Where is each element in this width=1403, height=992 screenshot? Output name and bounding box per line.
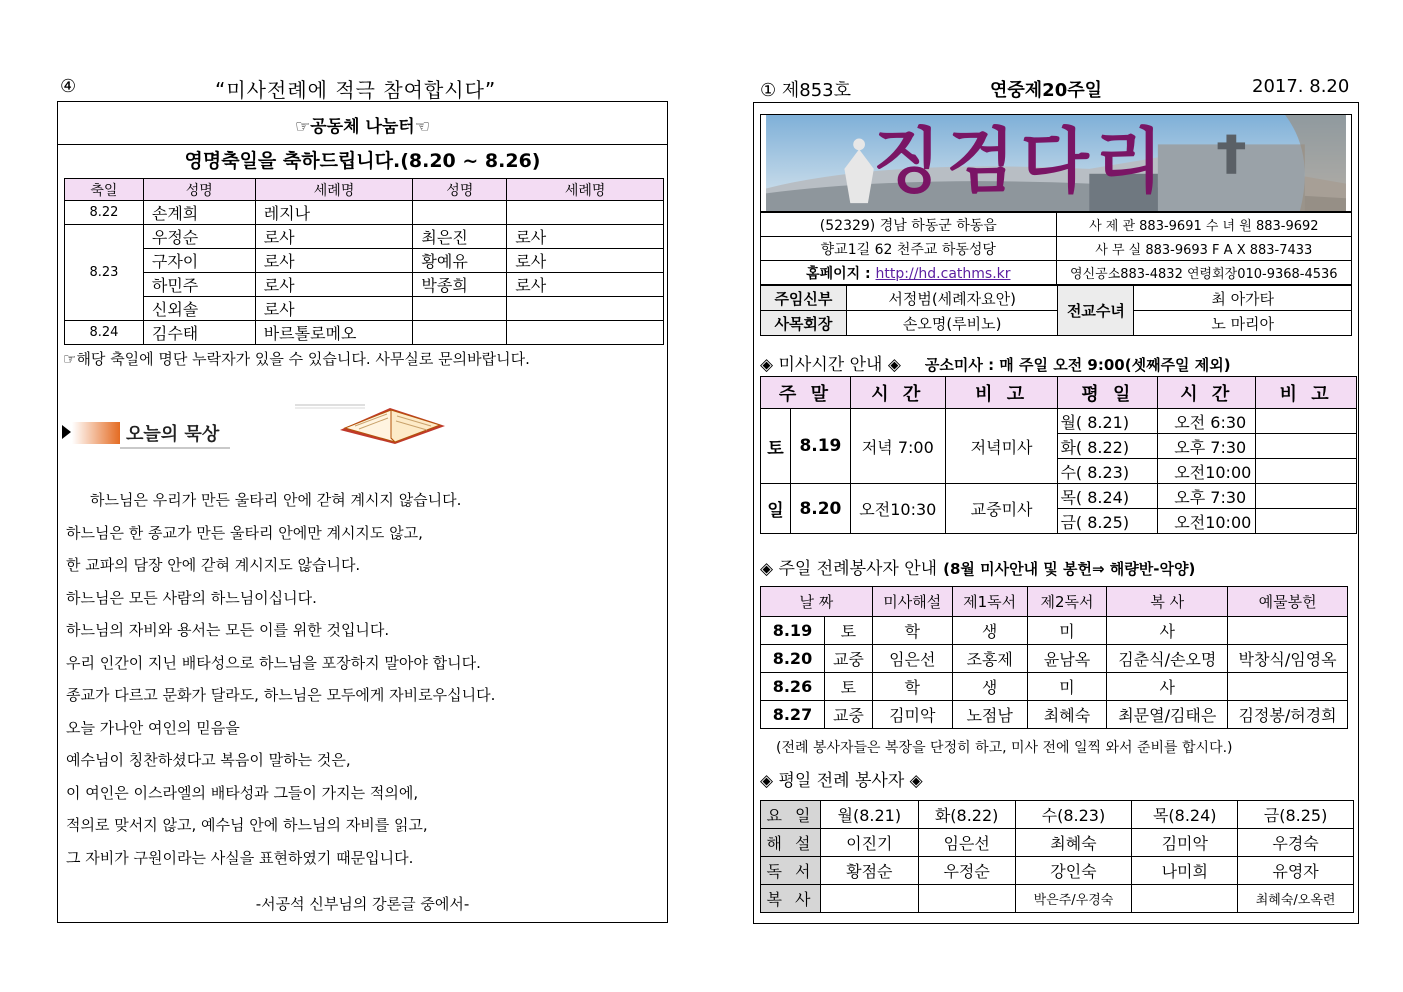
mass-header: 주 말 <box>761 377 851 409</box>
address-line-2: 향교1길 62 천주교 하동성당 <box>761 237 1057 261</box>
mass-schedule-table: 주 말 시 간 비 고 평 일 시 간 비 고 토 8.19 저녁 7:00 저녁미사 월( 8.21) 오전 6:30 화( 8.22) 오후 7:30 수( 8.23) 오전10:00 일 8.20 오전10:30 교중미사 목( 8.24) 오후 7:30 금( 8.25) 오전10:00 <box>760 376 1357 534</box>
homepage-label: 홈페이지 : <box>806 265 876 282</box>
mass-header: 비 고 <box>945 377 1058 409</box>
table-row: 복 사 박은주/우경숙 최혜숙/오옥련 <box>761 885 1354 913</box>
table-row: 하민주 로사 박종희 로사 <box>65 273 664 297</box>
mass-header: 비 고 <box>1256 377 1357 409</box>
table-row: 8.26 토 학 생 미 사 <box>761 673 1348 701</box>
staff-table <box>760 285 1352 336</box>
sister-label: 전교수녀 <box>1058 286 1134 336</box>
feast-header: 세례명 <box>507 179 664 201</box>
feast-header: 세례명 <box>255 179 413 201</box>
divider <box>57 144 668 145</box>
week-title: 연중제20주일 <box>990 80 1102 101</box>
volunteer-table: 날 짜 미사해설 제1독서 제2독서 복 사 예물봉헌 8.19 토 학 생 미 사 8.20 교중 임은선 조홍제 윤남옥 김춘식/손오명 박창식/임영옥 8.26 토 학 생 미 사 8.27 교중 김미악 노점남 최혜숙 최문열/김태은 김정봉/허경희 <box>760 586 1348 729</box>
volunteer-heading: ◈ 주일 전례봉사자 안내 (8월 미사안내 및 봉헌⇒ 해량반-악양) <box>760 559 1196 579</box>
address-line-1: (52329) 경남 하동군 하동읍 <box>761 213 1057 237</box>
mass-heading: ◈ 미사시간 안내 ◈ 공소미사 : 매 주일 오전 9:00(셋째주일 제외) <box>760 355 1231 375</box>
phone-line-1: 사 제 관 883-9691 수 녀 원 883-9692 <box>1056 213 1351 237</box>
table-row: 8.19 토 학 생 미 사 <box>761 617 1348 645</box>
banner-image <box>760 114 1352 212</box>
table-row: 독 서 황점순 우정순 강인숙 나미희 유영자 <box>761 857 1354 885</box>
homepage <box>761 261 1057 285</box>
meditation-label: 오늘의 묵상 <box>126 424 220 445</box>
open-book-icon <box>295 398 450 448</box>
pastor-name: 서정범(세례자요안) <box>846 286 1058 311</box>
table-row: 8.24 김수태 바르톨로메오 <box>65 321 664 345</box>
issue-number: ① 제853호 <box>760 80 851 101</box>
banner-title: 징검다리 <box>872 120 1169 203</box>
contact-table <box>760 212 1352 285</box>
meditation-source: -서공석 신부님의 강론글 중에서- <box>255 895 470 913</box>
meditation-text: 하느님은 우리가 만든 울타리 안에 갇혀 계시지 않습니다. 하느님은 한 종교가 만든 울타리 안에만 계시지도 않고, 한 교파의 담장 안에 갇혀 계시지도 않습니다. 하느님은 모든 사람의 하느님이십니다. 하느님의 자비와 용서는 모든 이를 위한 것입니다. 우리 인간이 지닌 배타성으로 하느님을 포장하지 말아야 합니다. 종교가 다르고 문화가 달라도, 하느님은 모두에게 자비로우십니다. 오늘 가나안 여인의 믿음을 예수님이 칭찬하셨다고 복음이 말하는 것은, 이 여인은 이스라엘의 배타성과 그들이 가지는 적의에, 적의로 맞서지 않고, 예수님 안에 하느님의 자비를 읽고, 그 자비가 구원이라는 사실을 표현하였기 때문입니다. <box>66 491 496 867</box>
page-number: ④ <box>60 76 77 97</box>
homepage-link[interactable]: http://hd.cathms.kr <box>875 265 1011 282</box>
feast-note: ☞해당 축일에 명단 누락자가 있을 수 있습니다. 사무실로 문의바랍니다. <box>63 350 530 368</box>
mission-mass-note: 공소미사 : 매 주일 오전 9:00(셋째주일 제외) <box>924 356 1231 374</box>
triangle-arrow-icon <box>62 425 71 439</box>
issue-date: 2017. 8.20 <box>1252 76 1350 97</box>
mass-header: 시 간 <box>1158 377 1256 409</box>
feast-header: 축일 <box>65 179 144 201</box>
feast-header: 성명 <box>413 179 507 201</box>
table-row: 해 설 이진기 임은선 최혜숙 김미악 우경숙 <box>761 829 1354 857</box>
table-row: 8.22 손계희 레지나 <box>65 201 664 225</box>
sister-name: 최 아가타 <box>1134 286 1352 311</box>
feast-title: 영명축일을 축하드립니다.(8.20 ~ 8.26) <box>184 150 541 172</box>
table-row: 8.27 교중 김미악 노점남 최혜숙 최문열/김태은 김정봉/허경희 <box>761 701 1348 729</box>
phone-line-3: 영신공소883-4832 연령회장010-9368-4536 <box>1056 261 1351 285</box>
mass-header: 평 일 <box>1058 377 1158 409</box>
underline <box>120 447 230 449</box>
council-label: 사목회장 <box>761 311 847 336</box>
table-row: 신외솔 로사 <box>65 297 664 321</box>
weekday-volunteer-heading: ◈ 평일 전례 봉사자 ◈ <box>760 771 923 791</box>
volunteer-heading-note: (8월 미사안내 및 봉헌⇒ 해량반-악양) <box>943 560 1196 578</box>
feast-table <box>64 178 664 345</box>
mass-header: 시 간 <box>850 377 945 409</box>
phone-line-2: 사 무 실 883-9693 F A X 883-7433 <box>1056 237 1351 261</box>
council-name: 손오명(루비노) <box>846 311 1058 336</box>
gradient-bar <box>72 422 120 444</box>
table-row: 8.20 교중 임은선 조홍제 윤남옥 김춘식/손오명 박창식/임영옥 <box>761 645 1348 673</box>
page-slogan: “미사전례에 적극 참여합시다” <box>215 78 497 102</box>
table-row: 구자이 로사 황예유 로사 <box>65 249 664 273</box>
table-row: 8.23 우정순 로사 최은진 로사 <box>65 225 664 249</box>
section-title: ☞공동체 나눔터☜ <box>295 117 430 137</box>
sister-name: 노 마리아 <box>1134 311 1352 336</box>
volunteer-note: (전례 봉사자들은 복장을 단정히 하고, 미사 전에 일찍 와서 준비를 합시다.) <box>776 740 1233 756</box>
weekday-volunteer-table: 요 일 월(8.21) 화(8.22) 수(8.23) 목(8.24) 금(8.25) 해 설 이진기 임은선 최혜숙 김미악 우경숙 독 서 황점순 우정순 강인숙 나미희 유영자 복 사 박은주/우경숙 최혜숙/오옥련 <box>760 800 1354 913</box>
pastor-label: 주임신부 <box>761 286 847 311</box>
feast-header: 성명 <box>143 179 255 201</box>
